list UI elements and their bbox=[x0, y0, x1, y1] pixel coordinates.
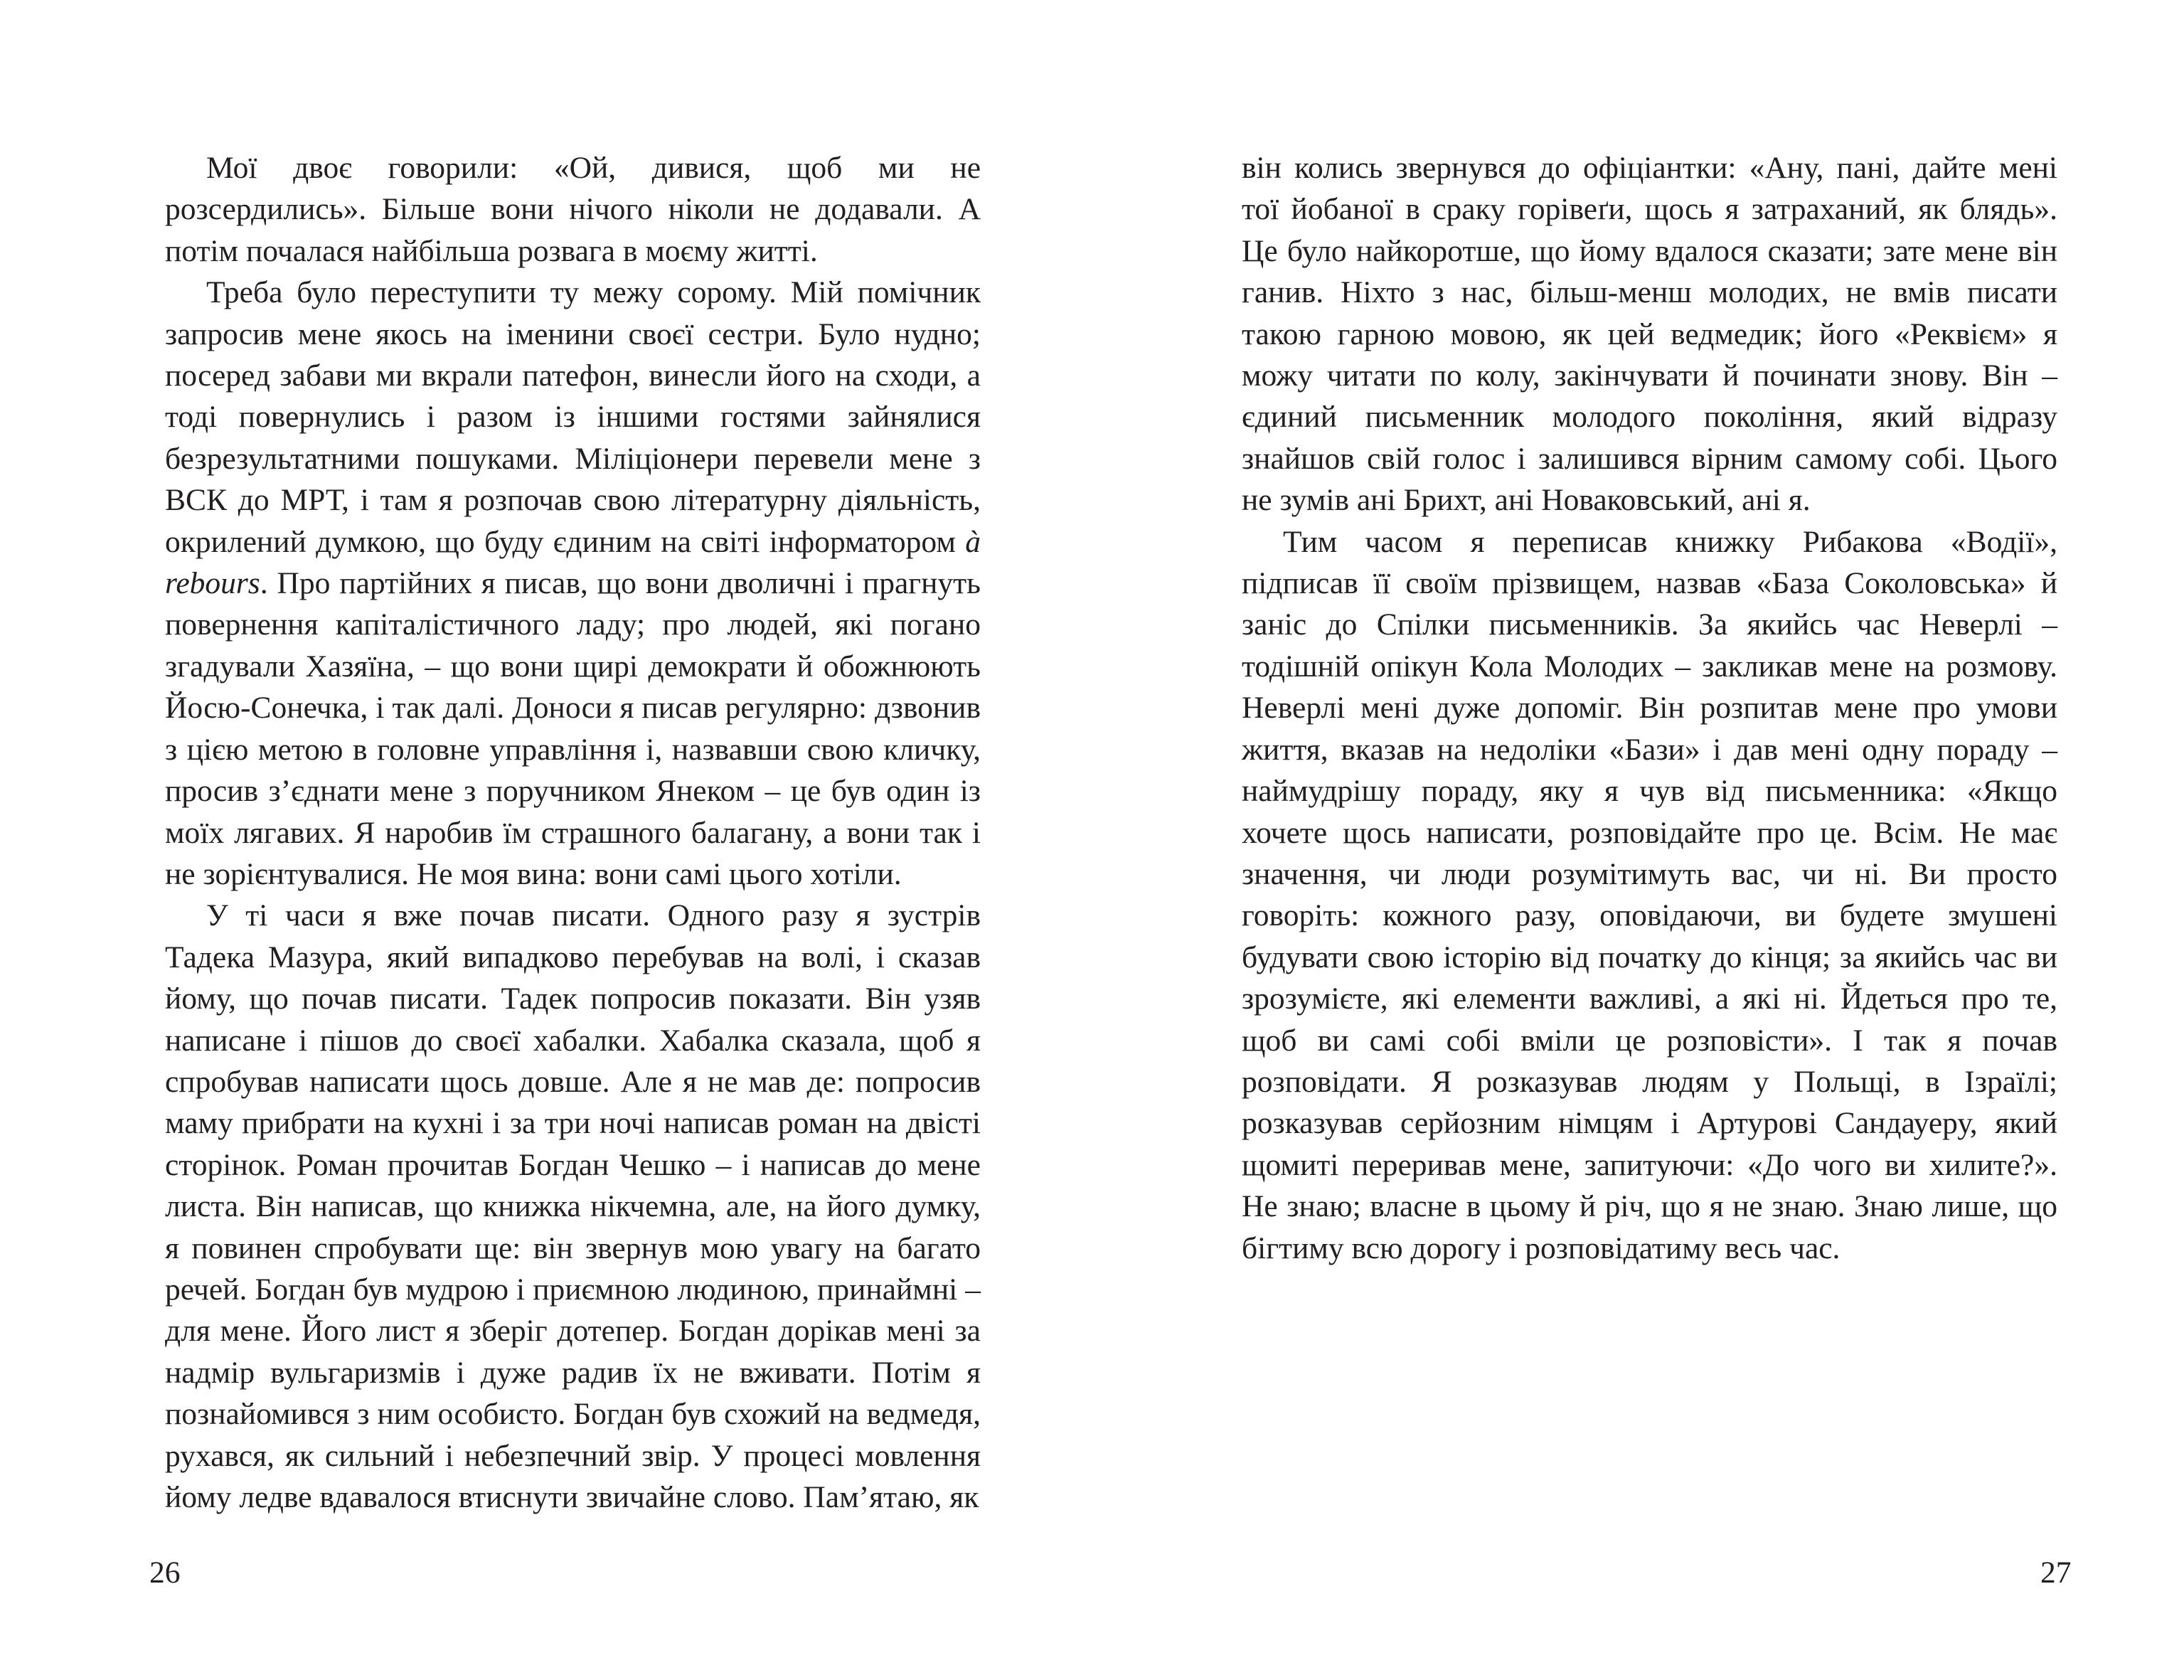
text-run: він колись звернувся до офіціантки: «Ану, пані, дайте мені тої йобаної в сраку горівеґи, щось я затраханий, як блядь». Це було найкоротше, що йому вдалося сказати; зате мене він ганив. Ніхто з нас, більш-менш молодих, не вмів писати такою гарною мовою, як цей ведмедик; його «Реквієм» я можу читати по колу, закінчувати й починати знову. Він – єдиний письменник молодого покоління, який відразу знайшов свій голос і залишився вірним самому собі. Цього не зумів ані Брихт, ані Новаковський, ані я. bbox=[1242, 151, 2057, 518]
text-run: У ті часи я вже почав писати. Одного разу я зустрів Тадека Мазура, який випадково перебував на волі, і сказав йому, що почав писати. Тадек попросив показати. Він узяв написане і пішов до своєї хабалки. Хабалка сказала, щоб я спробував написати щось довше. Але я не мав де: попросив маму прибрати на кухні і за три ночі написав роман на двісті сторінок. Роман прочитав Богдан Чешко – і написав до мене листа. Він написав, що книжка нікчемна, але, на його думку, я повинен спробувати ще: він звернув мою увагу на багато речей. Богдан був мудрою і приємною людиною, принаймні – для мене. Його лист я зберіг дотепер. Богдан дорікав мені за надмір вульгаризмів і дуже радив їх не вживати. Потім я познайомився з ним особисто. Богдан був схожий на ведмедя, рухався, як сильний і небезпечний звір. У процесі мовлення йому ледве вдавалося втиснути звичайне слово. Пам’ятаю, як bbox=[165, 898, 981, 1514]
paragraph bbox=[165, 895, 981, 1518]
paragraph bbox=[1242, 147, 2057, 521]
left-page-text bbox=[165, 147, 981, 1518]
page-number-right: 27 bbox=[2040, 1556, 2072, 1590]
page-number-left: 26 bbox=[149, 1556, 181, 1590]
right-page-text bbox=[1242, 147, 2057, 1269]
text-run: Треба було переступити ту межу сорому. Мій помічник запросив мене якось на іменини своєї сестри. Було нудно; посеред забави ми вкрали патефон, винесли його на сходи, а тоді повернулись і разом із іншими гостями зайнялися безрезультатними пошуками. Міліціонери перевели мене з ВСК до МРТ, і там я розпочав свою літературну діяльність, окрилений думкою, що буду єдиним на світі інформатором bbox=[165, 275, 981, 559]
text-run: Тим часом я переписав книжку Рибакова «Водії», підписав її своїм прізвищем, назвав «База Соколовська» й заніс до Спілки письменників. За якийсь час Неверлі – тодішній опікун Кола Молодих – закликав мене на розмову. Неверлі мені дуже допоміг. Він розпитав мене про умови життя, вказав на недоліки «Бази» і дав мені одну пораду – наймудрішу пораду, яку я чув від письменника: «Якщо хочете щось написати, розповідайте про це. Всім. Не має значення, чи люди розумітимуть вас, чи ні. Ви просто говоріть: кожного разу, оповідаючи, ви будете змушені будувати свою історію від початку до кінця; за якийсь час ви зрозумієте, які елементи важливі, а які ні. Йдеться про те, щоб ви самі собі вміли це розповісти». І так я почав розповідати. Я розказував людям у Польщі, в Ізраїлі; розказував серйозним німцям і Артурові Сандауеру, який щомиті переривав мене, запитуючи: «До чого ви хилите?». Не знаю; власне в цьому й річ, що я не знаю. Знаю лише, що бігтиму всю дорогу і розповідатиму весь час. bbox=[1242, 524, 2057, 1265]
text-run: . Про партійних я писав, що вони дволичні і прагнуть повернення капіталістичного ладу; про людей, які погано згадували Хазяїна, – що вони щирі демократи й обожнюють Йосю-Сонечка, і так далі. Доноси я писав регулярно: дзвонив з цією метою в головне управління і, назвавши свою кличку, просив з’єднати мене з поручником Янеком – це був один із моїх лягавих. Я наробив їм страшного балагану, а вони так і не зорієнтувалися. Не моя вина: вони самі цього хотіли. bbox=[165, 566, 981, 891]
right-page bbox=[1092, 0, 2184, 1680]
italic-phrase: à rebours bbox=[165, 524, 981, 601]
paragraph bbox=[165, 272, 981, 895]
paragraph bbox=[165, 147, 981, 272]
paragraph bbox=[1242, 521, 2057, 1269]
text-run: Мої двоє говорили: «Ой, дивися, щоб ми не розсердились». Більше вони нічого ніколи не додавали. А потім почалася найбільша розвага в моєму житті. bbox=[165, 151, 981, 268]
